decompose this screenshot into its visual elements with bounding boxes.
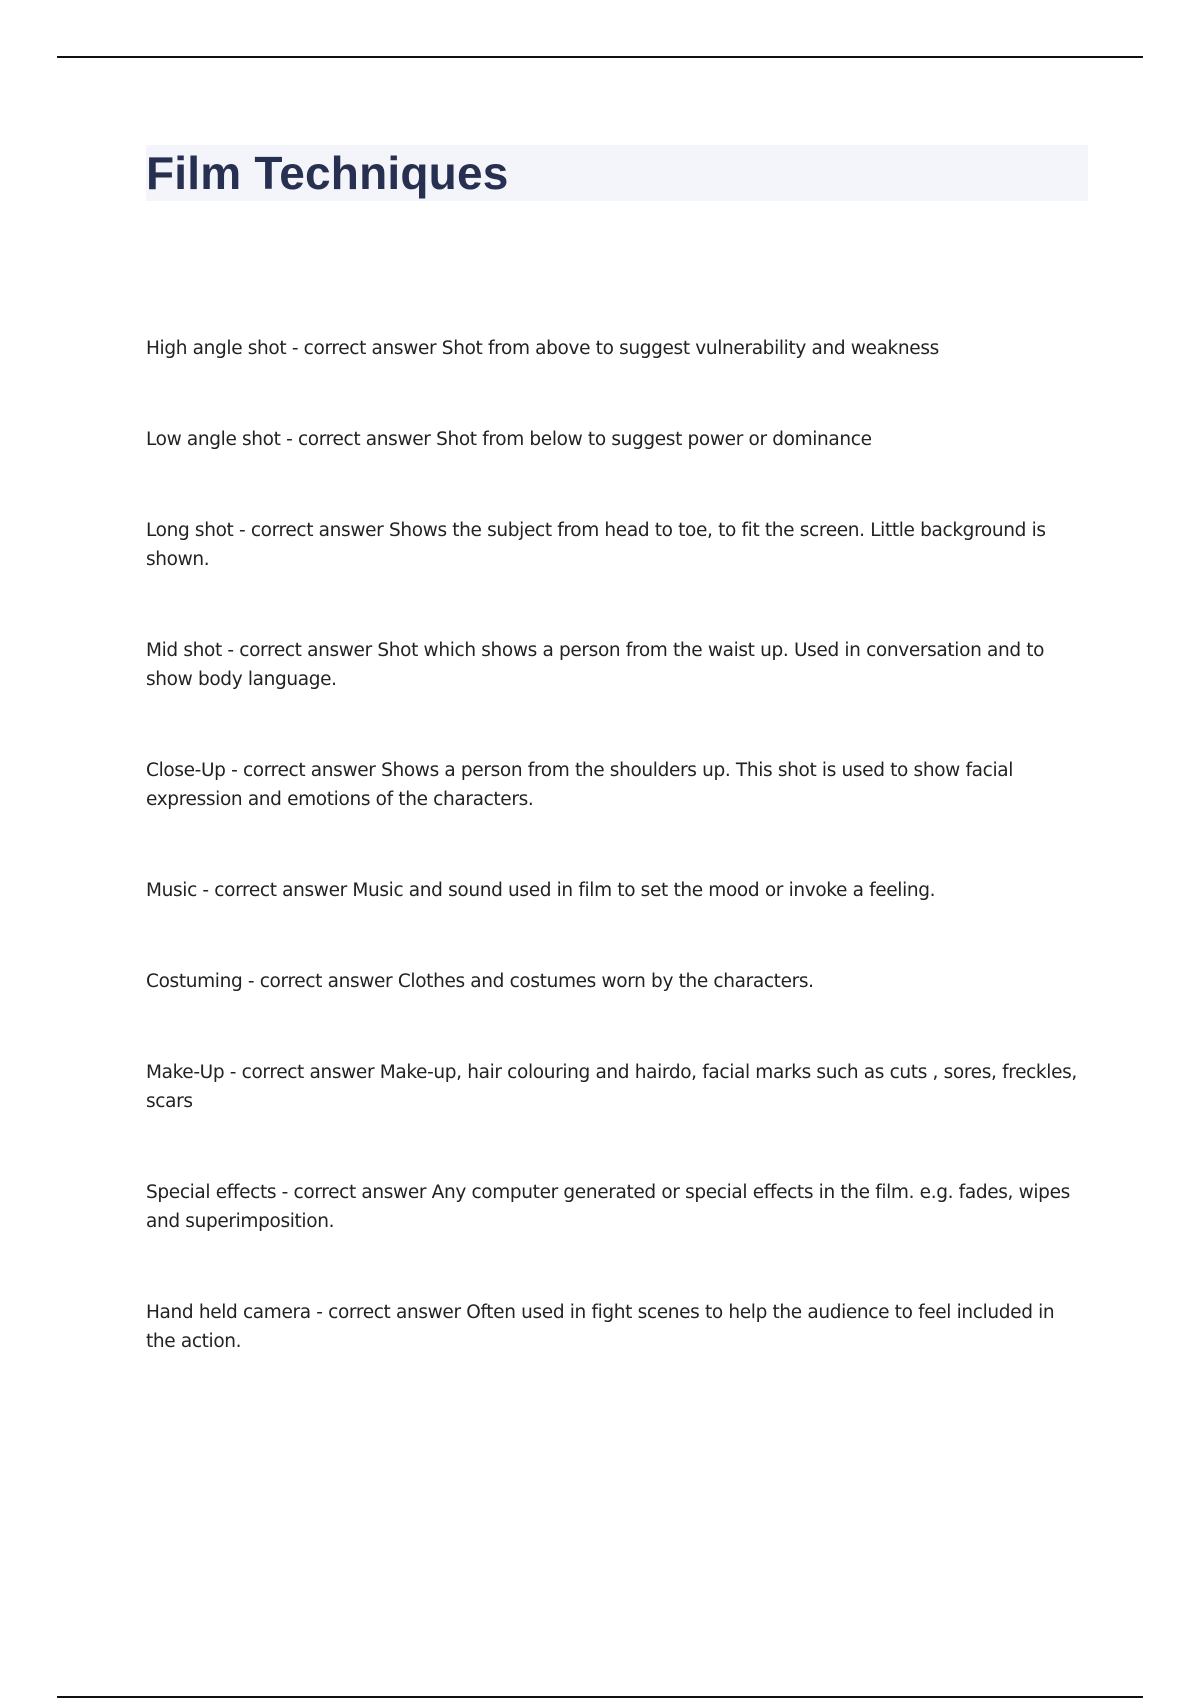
entry-term: Low angle shot: [146, 429, 281, 450]
entry-definition: Clothes and costumes worn by the characters.: [397, 971, 814, 992]
flashcard-entry: [146, 425, 1086, 454]
entry-separator: - correct answer: [233, 520, 389, 541]
flashcard-entry: [146, 1298, 1086, 1356]
entry-definition: Shot from above to suggest vulnerability and weakness: [441, 338, 939, 359]
entry-term: Make-Up: [146, 1062, 225, 1083]
flashcard-entry: [146, 1178, 1086, 1236]
entry-definition: Shot which shows a person from the waist up. Used in conversation and to show body language.: [146, 640, 1045, 690]
entry-separator: - correct answer: [276, 1182, 432, 1203]
entry-separator: - correct answer: [196, 880, 353, 901]
flashcard-entry: [146, 334, 1086, 363]
entry-definition: Shows the subject from head to toe, to fit the screen. Little background is shown.: [146, 520, 1046, 570]
entry-term: High angle shot: [146, 338, 287, 359]
entry-term: Music: [146, 880, 197, 901]
entry-separator: - correct answer: [280, 429, 437, 450]
entry-definition: Music and sound used in film to set the mood or invoke a feeling.: [352, 880, 936, 901]
flashcard-entry: [146, 1058, 1086, 1116]
entry-separator: - correct answer: [242, 971, 398, 992]
entry-separator: - correct answer: [286, 338, 442, 359]
entry-term: Mid shot: [146, 640, 222, 661]
flashcard-entry: [146, 516, 1086, 574]
entry-term: Hand held camera: [146, 1302, 311, 1323]
flashcard-entry: [146, 636, 1086, 694]
flashcard-entry: [146, 876, 1086, 905]
flashcard-entry: [146, 967, 1086, 996]
entry-term: Special effects: [146, 1182, 277, 1203]
entry-term: Long shot: [146, 520, 234, 541]
entry-separator: - correct answer: [221, 640, 378, 661]
entry-definition: Shot from below to suggest power or dominance: [436, 429, 872, 450]
entry-definition: Shows a person from the shoulders up. This shot is used to show facial expression and emotions of the characters.: [146, 760, 1014, 810]
flashcard-list: [146, 334, 1086, 1418]
entry-definition: Any computer generated or special effects in the film. e.g. fades, wipes and superimposition.: [146, 1182, 1070, 1232]
entry-term: Costuming: [146, 971, 243, 992]
top-rule: [57, 56, 1143, 58]
entry-term: Close-Up: [146, 760, 226, 781]
page-title: Film Techniques: [146, 147, 509, 199]
entry-separator: - correct answer: [310, 1302, 467, 1323]
bottom-rule: [57, 1696, 1143, 1698]
entry-separator: - correct answer: [224, 1062, 380, 1083]
entry-separator: - correct answer: [225, 760, 382, 781]
entry-definition: Make-up, hair colouring and hairdo, facial marks such as cuts , sores, freckles, scars: [146, 1062, 1077, 1112]
entry-definition: Often used in fight scenes to help the audience to feel included in the action.: [146, 1302, 1055, 1352]
flashcard-entry: [146, 756, 1086, 814]
